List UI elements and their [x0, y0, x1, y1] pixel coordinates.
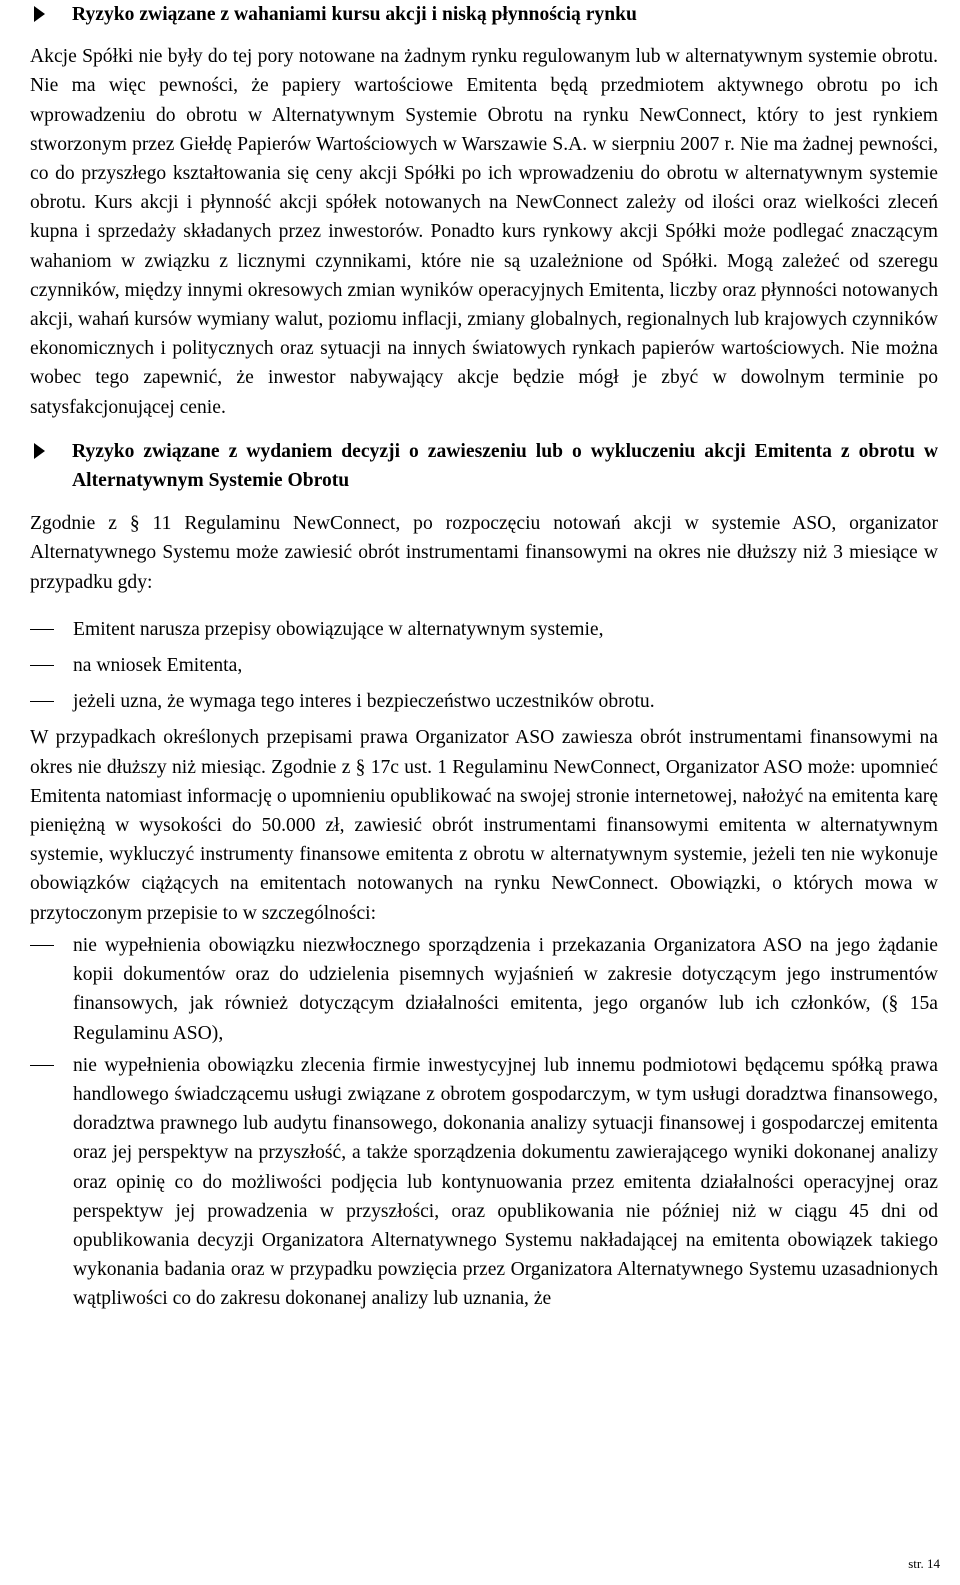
dash-bullet-icon: [30, 701, 54, 702]
section-heading-price-volatility: [30, 0, 938, 29]
obligations-list: [30, 931, 938, 1314]
list-item: nie wypełnienia obowiązku niezwłocznego sporządzenia i przekazania Organizatora ASO na jego żądanie kopii dokumentów oraz do udzielenia pisemnych wyjaśnień w zakresie dotyczącym jego instrumentów finansowych, jak również dotyczącym działalności emitenta, jego organów lub ich członków, (§ 15a Regulaminu ASO),: [30, 931, 938, 1048]
triangle-bullet-icon: [34, 443, 45, 459]
suspension-conditions-list: [30, 615, 938, 717]
list-item: jeżeli uzna, że wymaga tego interes i bezpieczeństwo uczestników obrotu.: [30, 687, 938, 716]
paragraph-price-volatility: Akcje Spółki nie były do tej pory notowane na żadnym rynku regulowanym lub w alternatywnym systemie obrotu. Nie ma więc pewności, że papiery wartościowe Emitenta będą przedmiotem aktywnego obrotu po ich wprowadzeniu do obrotu w Alternatywnym Systemie Obrotu na rynku NewConnect, który to jest rynkiem stworzonym przez Giełdę Papierów Wartościowych w Warszawie S.A. w sierpniu 2007 r. Nie ma żadnej pewności, co do przyszłego kształtowania się ceny akcji Spółki po ich wprowadzeniu do obrotu w alternatywnym systemie obrotu. Kurs akcji i płynność akcji spółek notowanych na NewConnect zależy od ilości oraz wielkości zleceń kupna i sprzedaży składanych przez inwestorów. Ponadto kurs rynkowy akcji Spółki może podlegać znaczącym wahaniom w związku z licznymi czynnikami, które nie są uzależnione od Spółki. Mogą zależeć od szeregu czynników, między innymi okresowych zmian wyników operacyjnych Emitenta, liczby oraz płynności notowanych akcji, wahań kursów wymiany walut, poziomu inflacji, zmiany globalnych, regionalnych lub krajowych czynników ekonomicznych i politycznych oraz sytuacji na innych światowych rynkach papierów wartościowych. Nie można wobec tego zapewnić, że inwestor nabywający akcje będzie mógł je zbyć w dowolnym terminie po satysfakcjonującej cenie.: [30, 46, 938, 418]
section-heading-text: Ryzyko związane z wydaniem decyzji o zawieszeniu lub o wykluczeniu akcji Emitenta z obrotu w Alternatywnym Systemie Obrotu: [72, 440, 938, 492]
list-item: na wniosek Emitenta,: [30, 651, 938, 680]
section-heading-text: Ryzyko związane z wahaniami kursu akcji i niską płynnością rynku: [72, 4, 637, 25]
list-item: Emitent narusza przepisy obowiązujące w alternatywnym systemie,: [30, 615, 938, 644]
dash-bullet-icon: [30, 629, 54, 630]
dash-bullet-icon: [30, 665, 54, 666]
section-heading-suspension: [30, 437, 938, 495]
list-item: nie wypełnienia obowiązku zlecenia firmie inwestycyjnej lub innemu podmiotowi będącemu spółką prawa handlowego świadczącemu usługi związane z obrotem gospodarczym, w tym usługi doradztwa finansowego, doradztwa prawnego lub audytu finansowego, dokonania analizy sytuacji finansowej i gospodarczej emitenta oraz jej perspektyw na przyszłość, a także sporządzenia dokumentu zawierającego wyniki dokonanej analizy oraz opinię co do możliwości podjęcia lub kontynuowania przez emitenta działalności operacyjnej oraz perspektyw jej prowadzenia w przyszłości, oraz opublikowania nie później niż w ciągu 45 dni od opublikowania decyzji Organizatora Alternatywnego Systemu nakładającej na emitenta obowiązek takiego wykonania badania oraz w przypadku powzięcia przez Organizatora Alternatywnego Systemu uzasadnionych wątpliwości co do zakresu dokonanej analizy lub uznania, że: [30, 1051, 938, 1314]
paragraph-suspension-intro: Zgodnie z § 11 Regulaminu NewConnect, po rozpoczęciu notowań akcji w systemie ASO, organizator Alternatywnego Systemu może zawiesić obrót instrumentami finansowymi na okres nie dłuższy niż 3 miesiące w przypadku gdy:: [30, 513, 938, 593]
triangle-bullet-icon: [34, 6, 45, 22]
page-number: str. 14: [908, 1556, 940, 1571]
dash-bullet-icon: [30, 945, 54, 946]
document-page: [30, 0, 938, 1317]
paragraph-organizer-powers: W przypadkach określonych przepisami prawa Organizator ASO zawiesza obrót instrumentami finansowymi na okres nie dłuższy niż miesiąc. Zgodnie z § 17c ust. 1 Regulaminu NewConnect, Organizator ASO może: upomnieć Emitenta natomiast informację o upomnieniu opublikować na swojej stronie internetowej, nałożyć na emitenta karę pieniężną w wysokości do 50.000 zł, zawiesić obrót instrumentami finansowymi emitenta w alternatywnym systemie, wykluczyć instrumenty finansowe emitenta z obrotu w alternatywnym systemie, jeżeli ten nie wykonuje obowiązków ciążących na emitentach notowanych na rynku NewConnect. Obowiązki, o których mowa w przytoczonym przepisie to w szczególności:: [30, 727, 938, 924]
dash-bullet-icon: [30, 1065, 54, 1066]
